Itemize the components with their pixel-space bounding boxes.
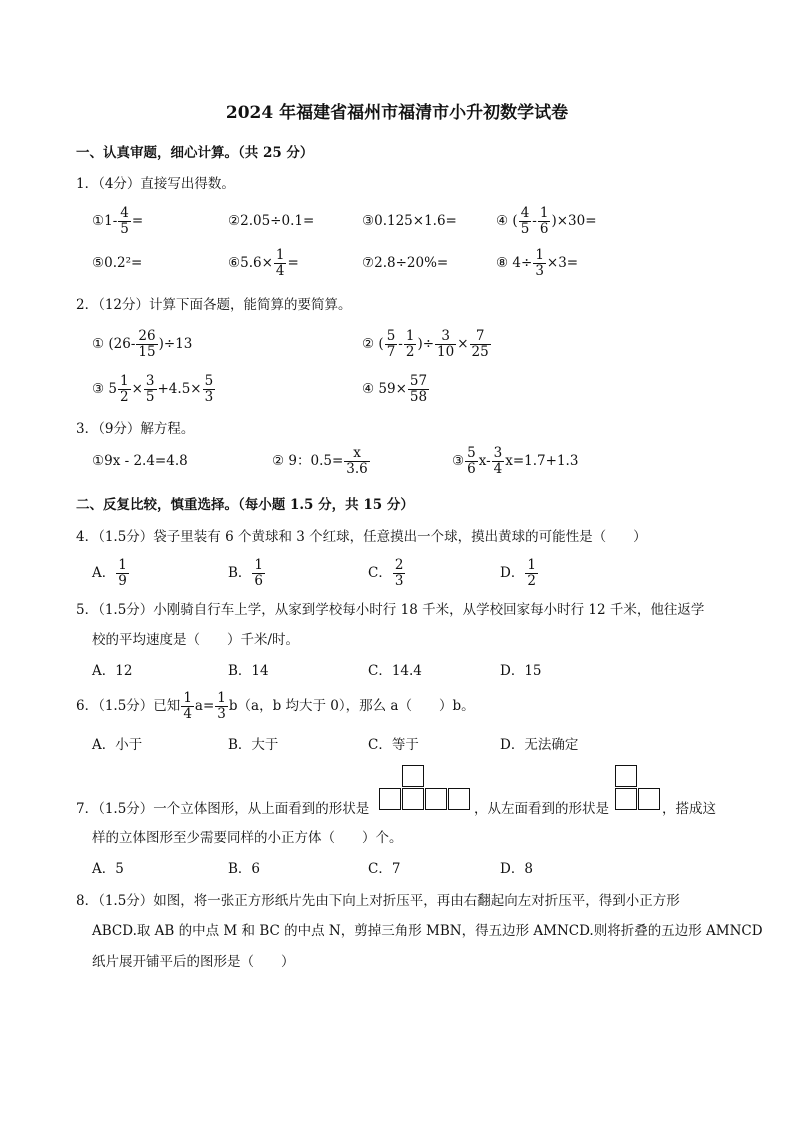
q1-item-1: ①1- $\frac{4}{5}$ = xyxy=(92,205,144,237)
question-4-stem: 4．（1.5分）袋子里装有 6 个黄球和 3 个红球，任意摸出一个球，摸出黄球的可能性是（ ） xyxy=(76,529,647,545)
q6-option-b: B．大于 xyxy=(228,737,279,753)
q7-option-a: A．5 xyxy=(92,861,124,877)
question-2-stem: 2．（12分）计算下面各题，能简算的要简算。 xyxy=(76,297,352,313)
question-7-line-2: 样的立体图形至少需要同样的小正方体（ ）个。 xyxy=(92,830,403,846)
q1-item-2: ②2.05÷0.1= xyxy=(228,213,315,229)
page-title: 2024 年福建省福州市福清市小升初数学试卷 xyxy=(225,103,569,123)
left-view-figure xyxy=(615,765,661,811)
question-7-line-1b: ，从左面看到的形状是 xyxy=(474,801,609,817)
question-8-line-1: 8．（1.5分）如图，将一张正方形纸片先由下向上对折压平，再由右翻起向左对折压平，得到小正方形 xyxy=(76,893,680,909)
q2-item-2: ② ( $\frac{5}{7}$ - $\frac{1}{2}$ )÷ $\frac{3}{10}$ × $\frac{7}{25}$ xyxy=(362,328,489,360)
question-7-line-1a: 7．（1.5分）一个立体图形，从上面看到的形状是 xyxy=(76,801,370,817)
q5-option-c: C．14.4 xyxy=(368,663,422,679)
q5-option-a: A．12 xyxy=(92,663,133,679)
q7-option-c: C．7 xyxy=(368,861,401,877)
q4-option-d: D． $\frac{1}{2}$ xyxy=(500,557,536,589)
q3-item-3: ③ $\frac{5}{6}$ x- $\frac{3}{4}$ x=1.7+1.3 xyxy=(452,445,579,477)
q1-item-8: ⑧ 4÷ $\frac{1}{3}$ ×3= xyxy=(496,247,579,279)
section-header-1: 一、认真审题，细心计算。（共 25 分） xyxy=(76,145,314,161)
q7-option-b: B．6 xyxy=(228,861,261,877)
q2-item-4: ④ 59× $\frac{57}{58}$ xyxy=(362,373,428,405)
q5-option-d: D．15 xyxy=(500,663,542,679)
q1-item-6: ⑥5.6× $\frac{1}{4}$ = xyxy=(228,247,299,279)
question-1-stem: 1．（4分）直接写出得数。 xyxy=(76,176,235,192)
q3-item-2: ② 9：0.5= $\frac{x}{3.6}$ xyxy=(272,445,368,477)
q5-option-b: B．14 xyxy=(228,663,269,679)
question-5-line-1: 5．（1.5分）小刚骑自行车上学，从家到学校每小时行 18 千米，从学校回家每小时行 12 千米，他往返学 xyxy=(76,602,705,618)
question-5-line-2: 校的平均速度是（ ）千米/时。 xyxy=(92,632,300,648)
question-8-line-3: 纸片展开铺平后的图形是（ ） xyxy=(92,954,295,970)
q6-option-a: A．小于 xyxy=(92,737,143,753)
q3-item-1: ①9x - 2.4=4.8 xyxy=(92,453,188,469)
question-7-line-1c: ，搭成这 xyxy=(662,801,716,817)
q2-item-1: ① (26- $\frac{26}{15}$ )÷13 xyxy=(92,328,193,360)
q4-option-c: C． $\frac{2}{3}$ xyxy=(368,557,404,589)
q4-option-b: B． $\frac{1}{6}$ xyxy=(228,557,264,589)
question-6-stem: 6．（1.5分）已知 $\frac{1}{4}$ a= $\frac{1}{3}$ b（a，b 均大于 0），那么 a（ ）b。 xyxy=(76,690,475,722)
q1-item-4: ④ ( $\frac{4}{5}$ - $\frac{1}{6}$ )×30= xyxy=(496,205,597,237)
q7-option-d: D．8 xyxy=(500,861,533,877)
question-8-line-2: ABCD.取 AB 的中点 M 和 BC 的中点 N，剪掉三角形 MBN，得五边形 AMNCD.则将折叠的五边形 AMNCD xyxy=(92,923,763,939)
q1-item-7: ⑦2.8÷20%= xyxy=(362,255,449,271)
q2-item-3: ③ 5 $\frac{1}{2}$ × $\frac{3}{5}$ +4.5× $\frac{5}{3}$ xyxy=(92,373,214,405)
q4-option-a: A． $\frac{1}{9}$ xyxy=(92,557,127,589)
q1-item-3: ③0.125×1.6= xyxy=(362,213,457,229)
q6-option-c: C．等于 xyxy=(368,737,419,753)
section-header-2: 二、反复比较，慎重选择。（每小题 1.5 分，共 15 分） xyxy=(76,497,414,513)
question-3-stem: 3．（9分）解方程。 xyxy=(76,421,195,437)
q1-item-5: ⑤0.2²= xyxy=(92,255,143,271)
top-view-figure xyxy=(379,765,473,811)
q6-option-d: D．无法确定 xyxy=(500,737,579,753)
